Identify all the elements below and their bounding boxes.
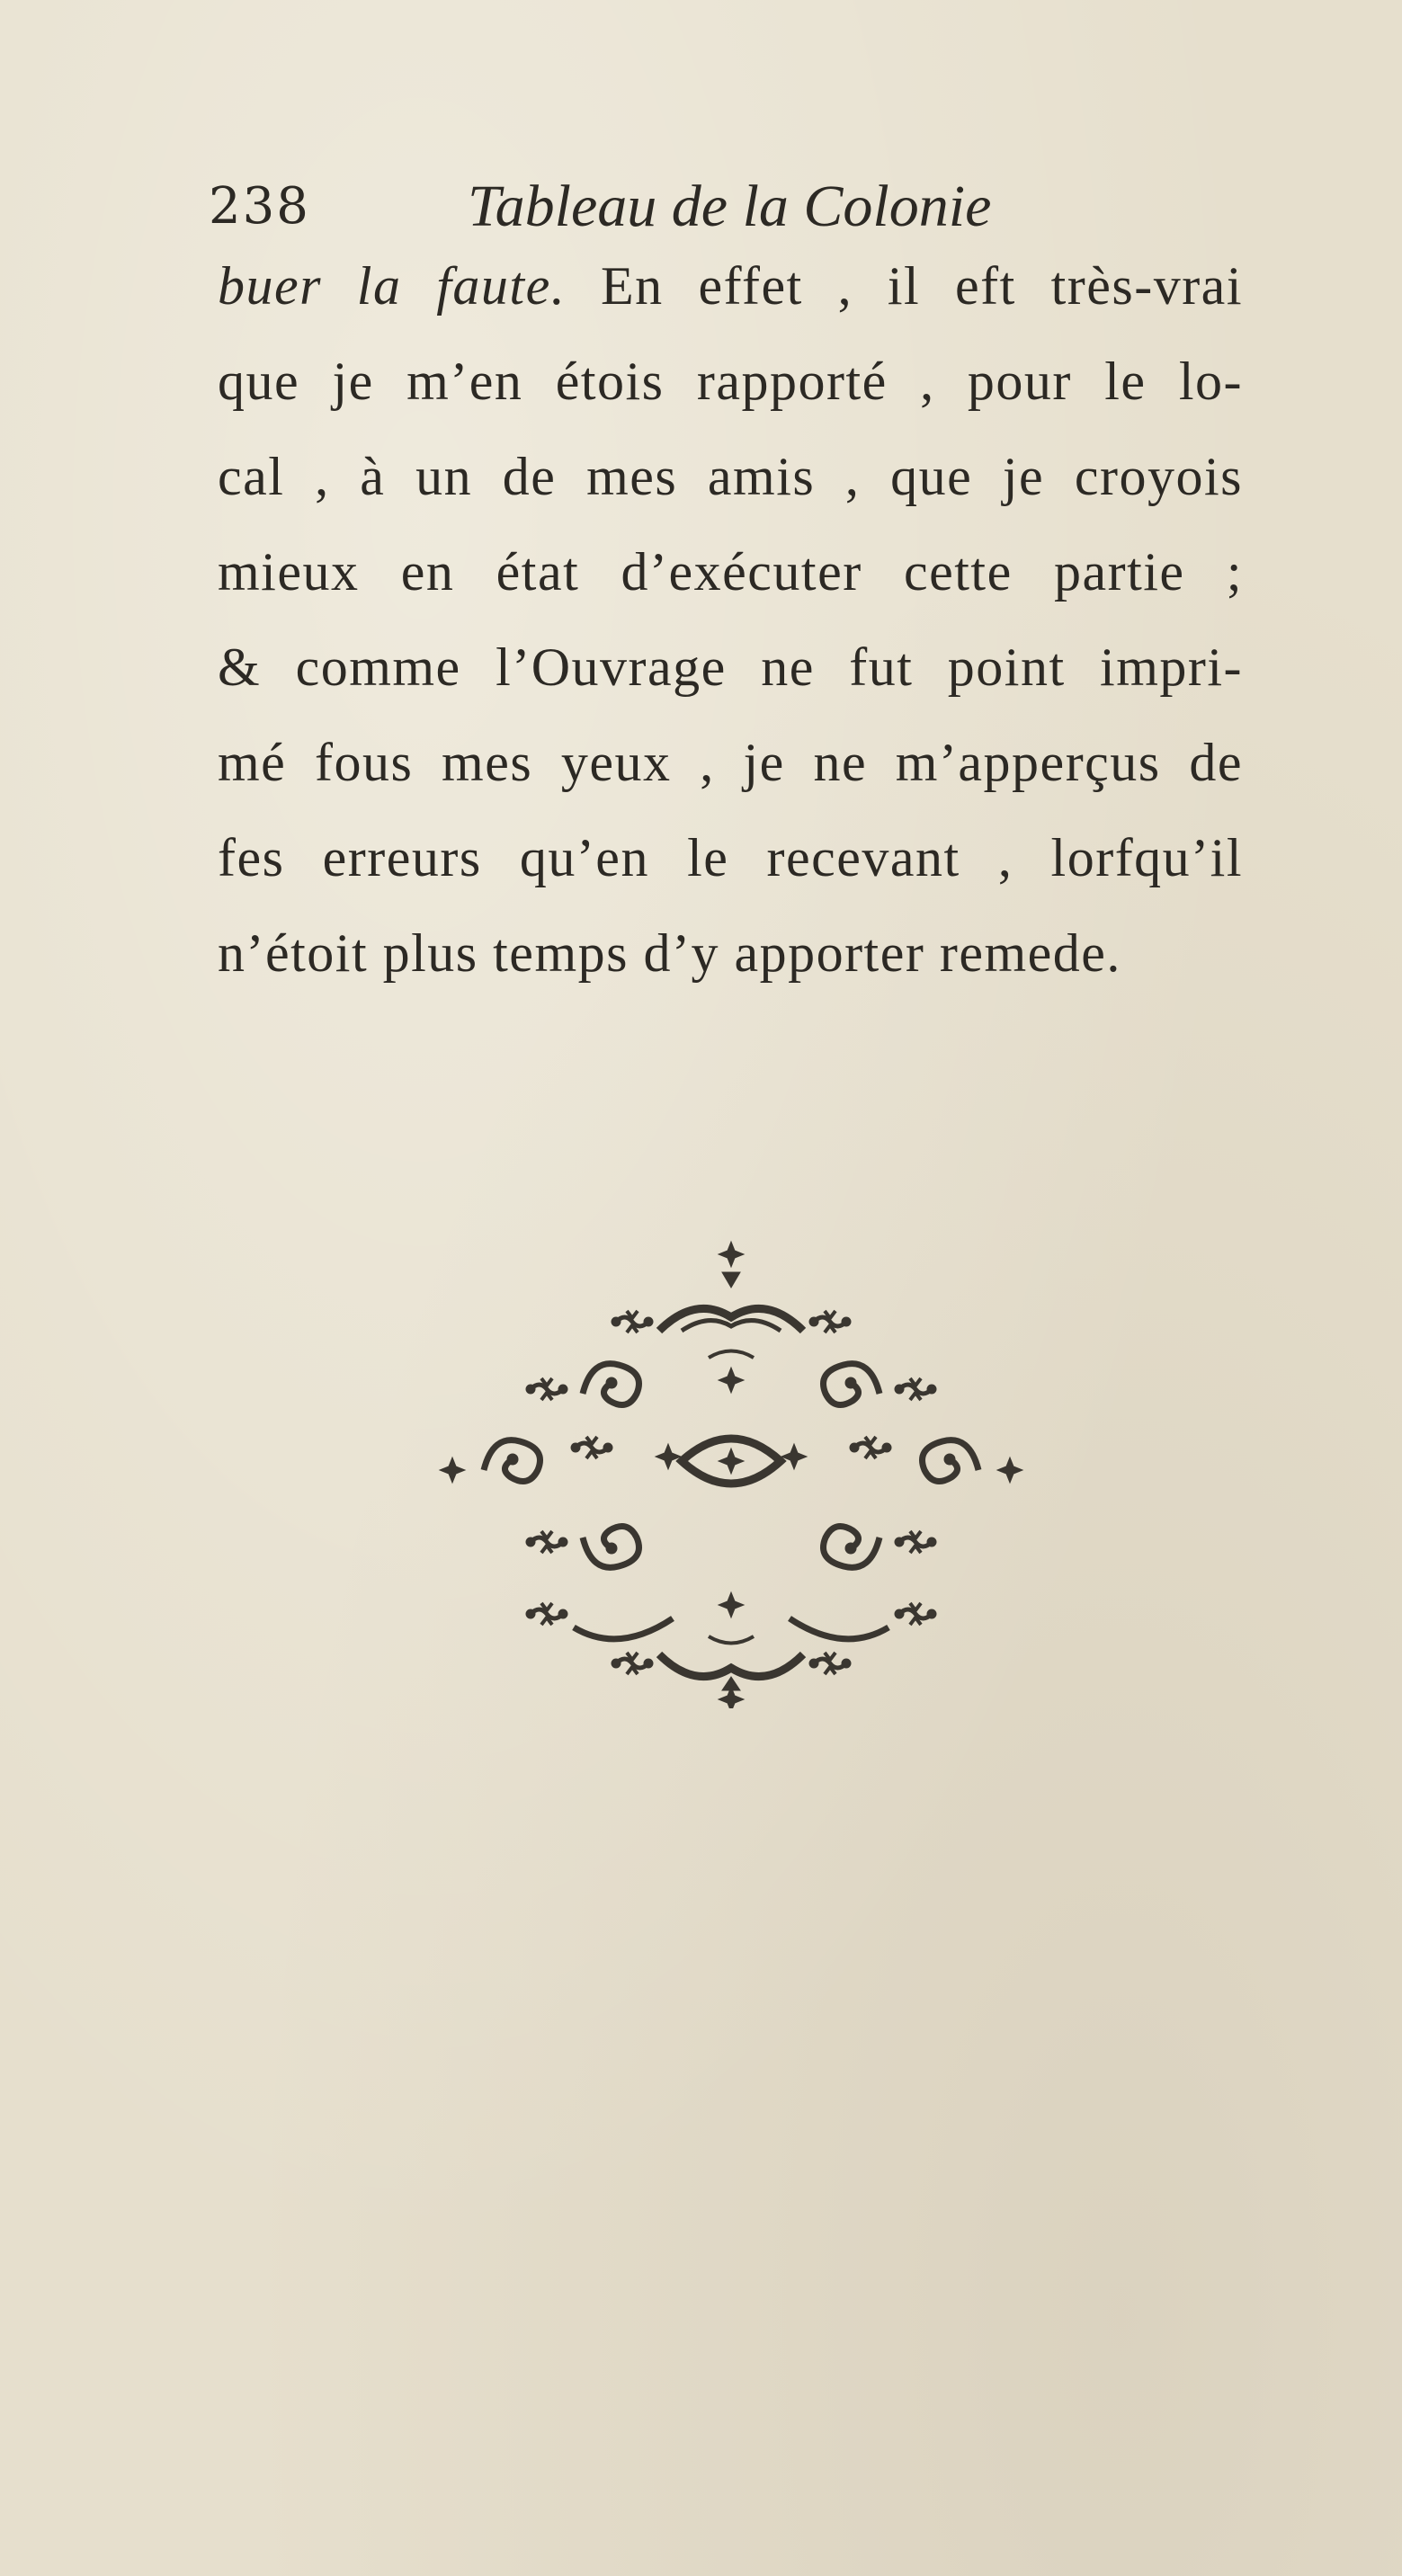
text-line-4: mieux en état d’exécuter cette partie ;: [218, 542, 1243, 602]
running-title: Tableau de la Colonie: [468, 174, 992, 239]
text-line-5: & comme l’Ouvrage ne fut point impri-: [218, 637, 1243, 697]
text-line-6: mé fous mes yeux , je ne m’apperçus de: [218, 733, 1243, 792]
text-line-8: n’étoit plus temps d’y apporter remede.: [218, 923, 1121, 983]
running-head: [209, 171, 1198, 243]
text-line-7: fes erreurs qu’en le recevant , lorfqu’il: [218, 828, 1243, 887]
italic-phrase: buer la faute.: [218, 256, 567, 316]
body-text: [218, 238, 1243, 1001]
line-text: En effet , il eft très-vrai: [566, 256, 1243, 316]
text-line-3: cal , à un de mes amis , que je croyois: [218, 447, 1243, 506]
text-line-2: que je m’en étois rapporté , pour le lo-: [218, 352, 1243, 411]
page-number: 238: [209, 177, 310, 236]
text-line-1: [218, 238, 1243, 334]
fleuron-ornament-icon: [412, 1232, 1050, 1708]
